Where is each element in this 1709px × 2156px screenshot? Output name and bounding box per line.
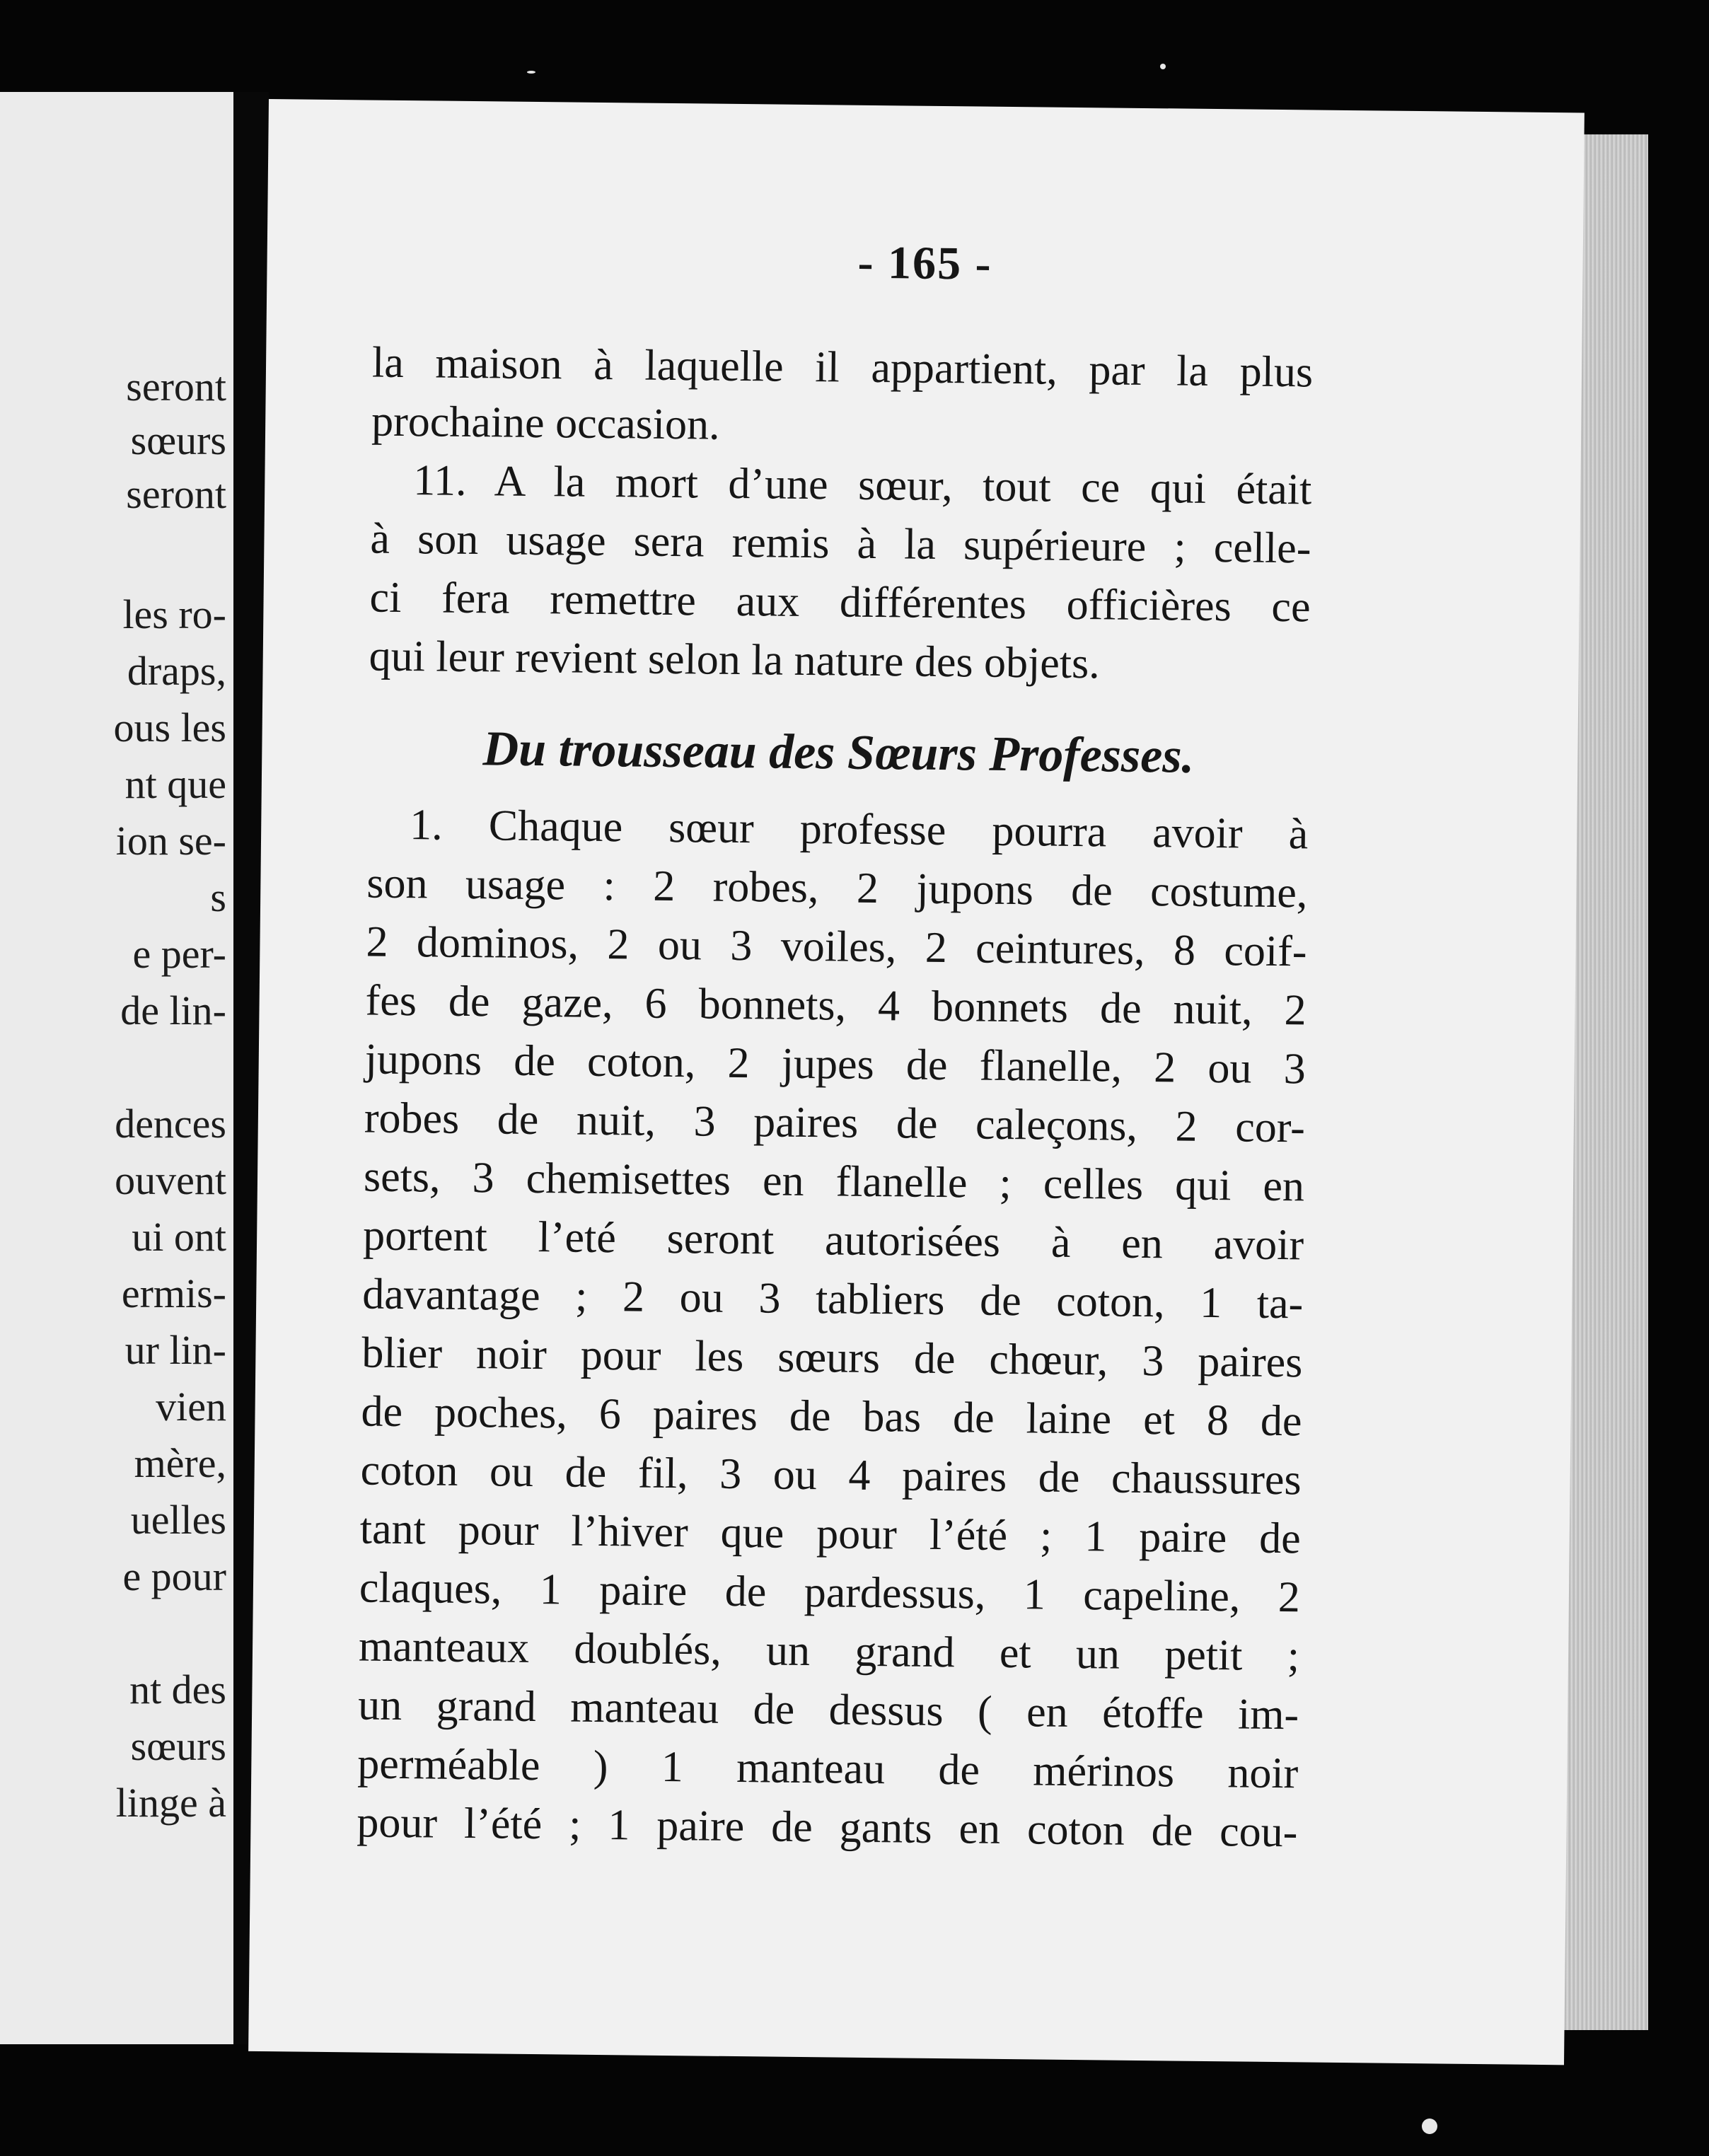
dust-speck — [1160, 64, 1166, 69]
text-line: un grand manteau de dessus ( en étoffe im- — [357, 1681, 1299, 1739]
text-line: pour l’été ; 1 paire de gants en coton de cou- — [357, 1798, 1298, 1857]
left-line: nt que — [124, 761, 226, 807]
left-line: mère, — [134, 1440, 226, 1486]
text-line: portent l’eté seront autorisées à en avoir — [362, 1211, 1304, 1270]
left-line: dences — [115, 1101, 226, 1147]
text-block — [357, 334, 1313, 1862]
text-line: claques, 1 paire de pardessus, 1 capeline, 2 — [359, 1563, 1301, 1622]
left-line: linge à — [115, 1780, 226, 1826]
text-line: jupons de coton, 2 jupes de flanelle, 2 ou 3 — [364, 1035, 1307, 1094]
text-line: fes de gaze, 6 bonnets, 4 bonnets de nuit, 2 — [365, 976, 1307, 1035]
text-line: qui leur revient selon la nature des objets. — [369, 632, 1101, 688]
right-page — [248, 99, 1585, 2065]
left-page — [0, 92, 233, 2044]
text-line: la maison à laquelle il appartient, par la plus — [371, 338, 1314, 397]
left-line: seront — [126, 364, 226, 410]
text-line: prochaine occasion. — [371, 397, 720, 449]
dust-speck — [527, 71, 535, 74]
left-line: sœurs — [130, 417, 226, 463]
text-line: sets, 3 chemisettes en flanelle ; celles qui en — [363, 1152, 1305, 1211]
text-line: perméable ) 1 manteau de mérinos noir — [357, 1739, 1299, 1798]
left-line: ur lin- — [124, 1327, 226, 1373]
left-line: s — [210, 874, 226, 920]
text-line: tant pour l’hiver que pour l’été ; 1 paire de — [359, 1505, 1302, 1563]
left-line: vien — [156, 1384, 226, 1430]
text-line: de poches, 6 paires de bas de laine et 8 de — [361, 1387, 1302, 1446]
left-line: draps, — [127, 648, 226, 694]
page-number: - 165 - — [857, 236, 992, 290]
section-heading: Du trousseau des Sœurs Professes. — [482, 721, 1195, 784]
left-line: uelles — [130, 1497, 226, 1543]
text-line: robes de nuit, 3 paires de caleçons, 2 cor- — [364, 1094, 1306, 1152]
text-line: coton ou de fil, 3 ou 4 paires de chaussures — [360, 1446, 1302, 1505]
left-line: ion se- — [115, 818, 226, 864]
text-line: 1. Chaque sœur professe pourra avoir à — [409, 801, 1309, 859]
text-line: 2 dominos, 2 ou 3 voiles, 2 ceintures, 8 coif- — [366, 917, 1307, 976]
left-line: ouvent — [115, 1157, 226, 1203]
left-line: ous les — [113, 705, 226, 750]
left-line: seront — [126, 471, 226, 517]
dust-speck — [1422, 2119, 1437, 2134]
text-line: blier noir pour les sœurs de chœur, 3 paires — [361, 1328, 1303, 1387]
left-line: de lin- — [120, 987, 226, 1033]
text-line: davantage ; 2 ou 3 tabliers de coton, 1 ta- — [361, 1270, 1304, 1328]
text-line: 11. A la mort d’une sœur, tout ce qui était — [413, 456, 1312, 514]
text-line: ci fera remettre aux différentes officières ce — [369, 573, 1311, 632]
left-line: les ro- — [122, 591, 226, 637]
text-line: à son usage sera remis à la supérieure ; celle- — [370, 514, 1311, 573]
left-line: e per- — [132, 931, 226, 977]
left-line: sœurs — [130, 1723, 226, 1769]
left-line: ermis- — [121, 1270, 226, 1316]
text-line: son usage : 2 robes, 2 jupons de costume, — [366, 859, 1308, 917]
text-line: manteaux doublés, un grand et un petit ; — [358, 1622, 1300, 1681]
left-line: ui ont — [132, 1214, 226, 1260]
left-line: nt des — [129, 1667, 226, 1712]
left-line: e pour — [122, 1553, 226, 1599]
